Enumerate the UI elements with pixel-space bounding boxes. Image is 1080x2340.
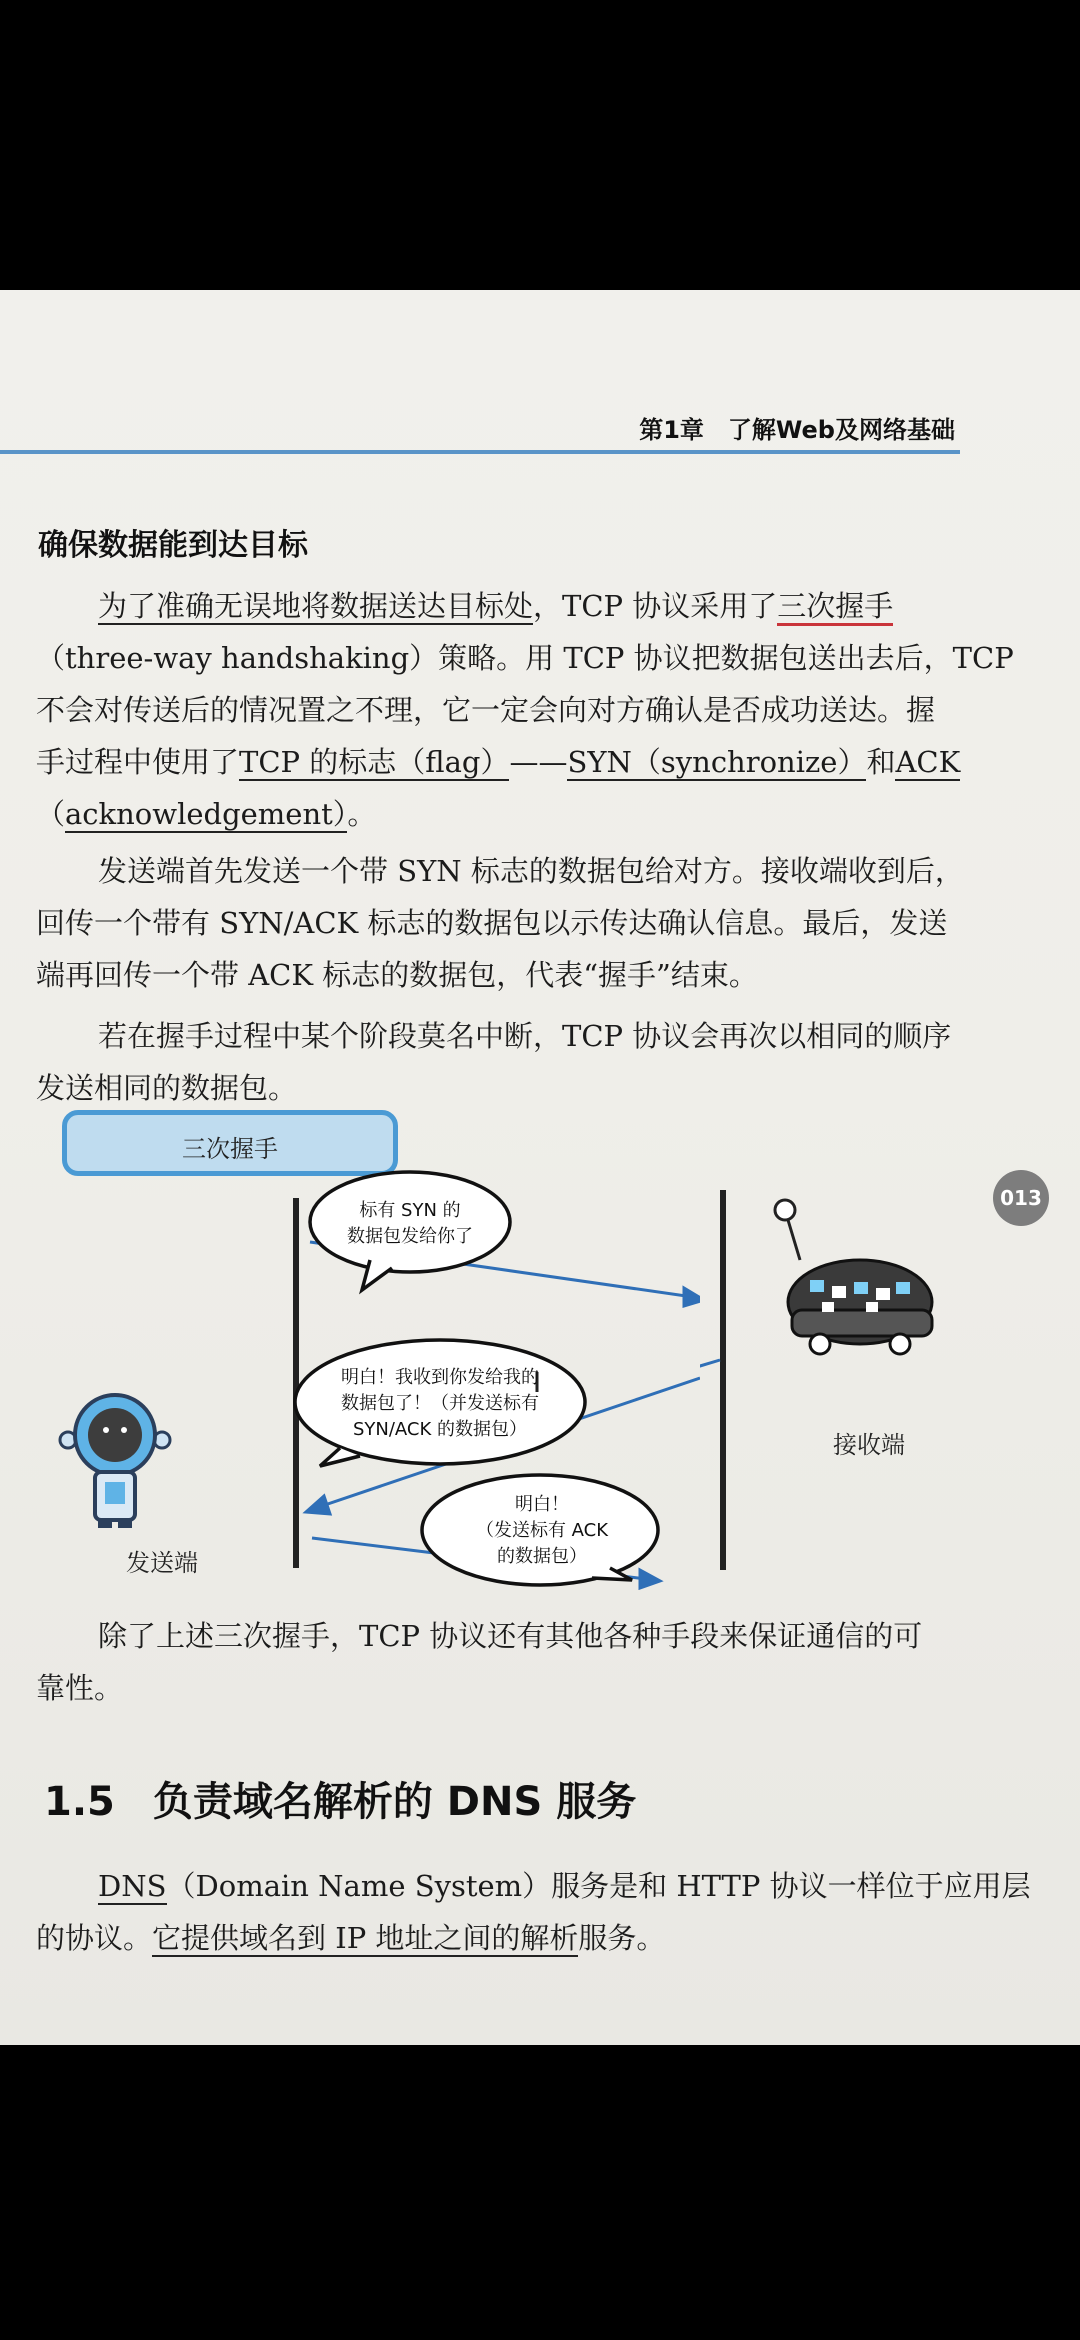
underlined-phrase-red: 三次握手 [777,589,893,626]
text-line: 端再回传一个带 ACK 标志的数据包，代表“握手”结束。 [36,958,758,992]
text-run: 手过程中使用了 [36,745,240,779]
bubble-line: （发送标有 ACK [475,1520,609,1541]
sender-timeline [293,1198,299,1568]
text-run: （Domain Name System）服务是和 HTTP 协议一样位于应用层 [166,1869,1031,1903]
underlined-phrase: acknowledgement） [65,797,348,831]
paragraph-handshake-steps [36,845,964,1001]
bubble-line: 的数据包） [497,1546,587,1567]
text-line: （three-way handshaking）策略。用 TCP 协议把数据包送出去后，TCP [36,641,1014,675]
section-heading [44,1770,636,1827]
arrowhead-icon [306,1496,330,1514]
text-run: ，TCP 协议采用了 [533,589,778,623]
text-line: 若在握手过程中某个阶段莫名中断，TCP 协议会再次以相同的顺序 [98,1019,952,1053]
receiver-timeline [720,1190,726,1570]
bubble-line: 明白！ [515,1494,569,1515]
underlined-phrase: SYN（synchronize） [567,745,867,779]
sender-label: 发送端 [126,1549,198,1577]
text-run: 服务。 [578,1921,666,1955]
text-line: 靠性。 [36,1671,124,1705]
bubble-line: 明白！我收到你发给我的 [341,1367,539,1388]
text-run: 的协议。 [36,1921,153,1955]
receiver-robot-icon [775,1200,932,1354]
receiver-label: 接收端 [833,1431,905,1459]
underlined-phrase: ACK [895,745,961,779]
text-run: 。 [347,797,377,831]
text-run: （ [36,797,66,831]
synack-arrow-tail [700,1360,720,1378]
bubble-syn [325,1198,495,1250]
receiver-drawing [700,1110,1000,1590]
book-page [0,290,1080,2045]
bubble-synack [315,1365,565,1443]
text-run: 和 [866,745,896,779]
underlined-phrase: TCP 的标志（flag） [239,745,510,779]
arrowhead-icon [640,1570,660,1588]
underlined-term: DNS [98,1869,167,1903]
paragraph-dns [36,1860,1031,1964]
text-line: 回传一个带有 SYN/ACK 标志的数据包以示传达确认信息。最后，发送 [36,906,948,940]
bubble-line: 标有 SYN 的 [359,1200,461,1221]
three-way-handshake-diagram [40,1110,700,1590]
underlined-phrase: 为了准确无误地将数据送达目标处 [98,589,534,623]
subheading: 确保数据能到达目标 [38,528,308,563]
arrowhead-icon [684,1288,700,1306]
text-line: 不会对传送后的情况置之不理，它一定会向对方确认是否成功送达。握 [36,693,936,727]
section-number: 1.5 [44,1779,115,1825]
bubble-ack [442,1492,642,1570]
text-line: 发送相同的数据包。 [36,1071,298,1105]
text-run: —— [509,745,568,779]
bubble-line: 数据包了！（并发送标有 [341,1393,539,1414]
bubble-line: SYN/ACK 的数据包） [352,1419,528,1440]
underlined-phrase: 它提供域名到 IP 地址之间的解析 [152,1921,579,1955]
diagram-title: 三次握手 [182,1135,278,1163]
chapter-header: 第1章 了解Web及网络基础 [639,416,955,444]
text-line: 除了上述三次握手，TCP 协议还有其他各种手段来保证通信的可 [98,1619,923,1653]
sender-robot-icon [60,1395,170,1528]
section-title: 负责域名解析的 DNS 服务 [152,1779,637,1825]
text-line: 发送端首先发送一个带 SYN 标志的数据包给对方。接收端收到后， [98,854,964,888]
bubble-line: 数据包发给你了 [347,1226,473,1247]
page-number-badge: 013 [993,1170,1049,1226]
paragraph-retransmit [36,1010,956,1114]
paragraph-reliability [36,1610,956,1714]
paragraph-handshake-intro [36,580,1014,840]
header-rule [0,450,960,454]
